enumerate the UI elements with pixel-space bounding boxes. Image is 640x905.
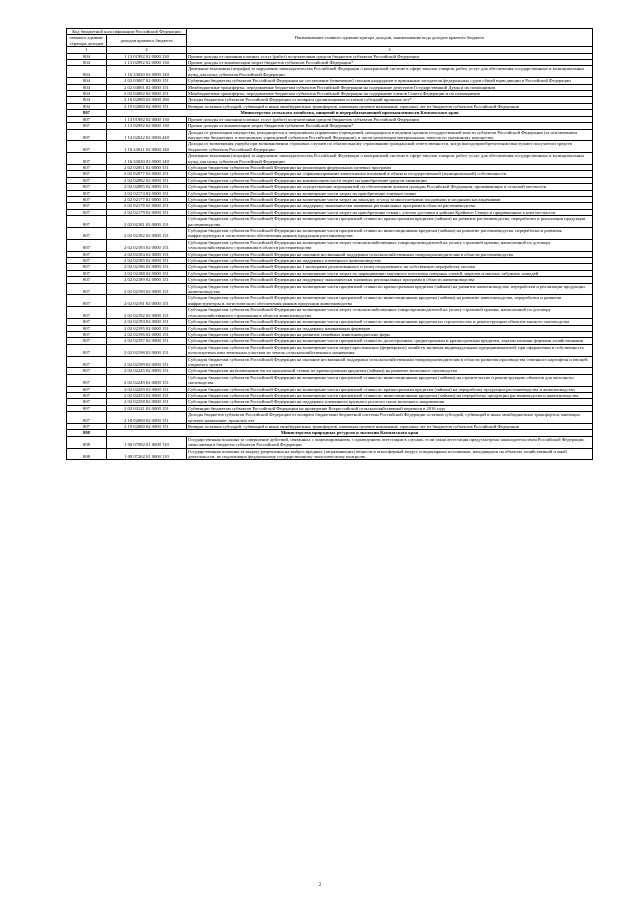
income-name-cell: Субсидии бюджетам субъектов Российской Федерации на поддержку экономически значимых региональных программ в области животноводства (187, 277, 593, 283)
document-page (66, 28, 592, 460)
admin-code-cell: 807 (67, 190, 107, 196)
admin-code-cell: 807 (67, 331, 107, 337)
income-code-cell: 2 02 03007 02 0000 151 (107, 78, 187, 84)
income-code-cell: 2 02 04002 02 0000 151 (107, 91, 187, 97)
table-row (67, 66, 593, 78)
income-code-cell: 1 13 01992 02 0000 130 (107, 53, 187, 59)
income-name-cell: Возврат остатков субсидий, субвенций и иных межбюджетных трансфертов, имеющих целевое назначение, прошлых лет из бюджетов субъектов Российской Федерации (187, 424, 593, 430)
admin-code-cell: 807 (67, 123, 107, 129)
income-code-cell: 1 13 02992 02 0000 130 (107, 60, 187, 66)
income-name-cell: Субсидии бюджетам субъектов Российской Федерации на возмещение части процентной ставки по инвестиционным кредитам (займам) на строительство и реконструкцию объектов для молочного скотоводства (187, 374, 593, 386)
income-name-cell: Субсидии бюджетам субъектов Российской Федерации на возмещение части процентной ставки по краткосрочным кредитам (займам) на развитие растениеводства, переработки и реализации продукции растениеводства (187, 216, 593, 228)
admin-code-cell: 807 (67, 153, 107, 165)
admin-code-cell: 807 (67, 319, 107, 325)
admin-code-cell: 807 (67, 171, 107, 177)
income-code-cell: 1 08 07262 01 0000 110 (107, 448, 187, 460)
admin-code-cell: 804 (67, 60, 107, 66)
income-name-cell: Субсидии бюджетам субъектов Российской Федерации на возмещение части затрат по наращиванию маточного поголовья северных оленей, маралов и мясных табунных лошадей (187, 270, 593, 276)
income-code-cell: 2 02 02193 02 0000 151 (107, 319, 187, 325)
income-code-cell: 2 02 03121 02 0000 151 (107, 405, 187, 411)
income-name-cell: Межбюджетные трансферты, передаваемые бюджетам субъектов Российской Федерации на содержание депутатов Государственной Думы и их помощников (187, 84, 593, 90)
table-row (67, 239, 593, 251)
income-name-cell: Субсидии бюджетам субъектов Российской Федерации на реализацию федеральных целевых программ (187, 164, 593, 170)
header-num-3: 3 (187, 47, 593, 53)
section-title: Министерство сельского хозяйства, пищевой и перерабатывающей промышленности Камчатского края (107, 110, 593, 116)
page-number: 2 (318, 883, 322, 888)
income-code-cell: 1 14 02022 02 0000 440 (107, 129, 187, 141)
income-name-cell: Доходы бюджетов субъектов Российской Федерации от возврата бюджетами бюджетной системы Российской Федерации остатков субсидий, субвенций и иных межбюджетных трансфертов, имеющих целевое назначение, прошлых лет (187, 412, 593, 424)
income-code-cell: 2 02 02190 02 0000 151 (107, 283, 187, 295)
admin-code-cell: 808 (67, 448, 107, 460)
income-code-cell: 2 02 02192 02 0000 151 (107, 307, 187, 319)
income-code-cell: 2 02 02179 02 0000 151 (107, 209, 187, 215)
table-row (67, 209, 593, 215)
income-code-cell: 1 13 01992 02 0000 130 (107, 116, 187, 122)
admin-code-cell: 807 (67, 116, 107, 122)
admin-code-cell: 807 (67, 368, 107, 374)
income-code-cell: 1 16 23021 02 0000 140 (107, 141, 187, 153)
income-code-cell: 2 02 02085 02 0000 151 (107, 184, 187, 190)
income-name-cell: Субсидии бюджетам субъектов Российской Федерации на оказание несвязанной поддержки сельскохозяйственным товаропроизводителям в области развития производства семенного картофеля и овощей открытого грунта (187, 356, 593, 368)
admin-code-cell: 807 (67, 338, 107, 344)
table-body (67, 53, 593, 460)
income-name-cell: Субсидии бюджетам субъектов Российской Федерации на возмещение части затрат крестьянских (фермерских) хозяйств, включая индивидуальных предпринимателей, при оформлении в собственность используемых ими земельных участков из земель сельскохозяйственного назначения (187, 344, 593, 356)
table-row (67, 424, 593, 430)
income-name-cell: Субсидии бюджетам субъектов Российской Федерации на возмещение части процентной ставки по инвестиционным кредитам (займам) на развитие животноводства, переработки и развития инфраструктуры и логистического обеспечения рынков продукции животноводства (187, 295, 593, 307)
income-code-cell: 2 02 02188 02 0000 151 (107, 270, 187, 276)
income-code-cell: 1 13 02992 02 0000 130 (107, 123, 187, 129)
admin-code-cell: 807 (67, 386, 107, 392)
admin-code-cell: 807 (67, 239, 107, 251)
income-name-cell: Прочие доходы от оказания платных услуг (работ) получателями средств бюджетов субъектов Российской Федерации (187, 53, 593, 59)
header-admin: главного админи-стратора доходов (67, 35, 107, 47)
admin-code-cell: 807 (67, 325, 107, 331)
table-row (67, 319, 593, 325)
admin-code-cell: 807 (67, 399, 107, 405)
admin-code-cell: 807 (67, 295, 107, 307)
income-name-cell: Субсидии бюджетам субъектов Российской Федерации на осуществление мероприятий по обеспечению жильем граждан Российской Федерации, проживающих в сельской местности (187, 184, 593, 190)
income-code-cell: 2 02 02245 02 0000 151 (107, 368, 187, 374)
admin-code-cell: 807 (67, 141, 107, 153)
income-name-cell: Субсидии бюджетам на возмещение части процентной ставки по краткосрочным кредитам (займам) на развитие молочного скотоводства (187, 368, 593, 374)
admin-code-cell: 808 (67, 436, 107, 448)
income-code-cell: 2 02 02189 02 0000 151 (107, 277, 187, 283)
income-name-cell: Субсидии бюджетам субъектов Российской Федерации на возмещение части процентной ставки по краткосрочным кредитам (займам) на переработку продукции растениеводства и животноводства (187, 386, 593, 392)
income-name-cell: Субсидии бюджетам субъектов Российской Федерации на оказание несвязанной поддержки сельскохозяйственным товаропроизводителям в области растениеводства (187, 251, 593, 257)
income-name-cell: Возврат остатков субсидий, субвенций и иных межбюджетных трансфертов, имеющих целевое назначение, прошлых лет из бюджетов субъектов Российской Федерации (187, 103, 593, 109)
income-name-cell: Субсидии бюджетам субъектов Российской Федерации на софинансирование капитальных вложений в объекты государственной (муниципальной) собственности (187, 171, 593, 177)
admin-code-cell: 804 (67, 97, 107, 103)
admin-code-cell: 807 (67, 405, 107, 411)
table-row (67, 295, 593, 307)
income-name-cell: Прочие доходы от компенсации затрат бюджетов субъектов Российской Федерации* (187, 123, 593, 129)
income-code-cell: 2 02 02178 02 0000 151 (107, 203, 187, 209)
income-code-cell: 2 02 02253 02 0000 151 (107, 392, 187, 398)
table-row (67, 153, 593, 165)
income-code-cell: 1 16 33020 02 0000 140 (107, 66, 187, 78)
table-row (67, 184, 593, 190)
header-num-1: 1 (67, 47, 107, 53)
income-name-cell: Прочие доходы от компенсации затрат бюджетов субъектов Российской Федерации* (187, 60, 593, 66)
income-name-cell: Доходы от возмещения ущерба при возникновении страховых случаев по обязательному страхованию гражданской ответственности, когда выгодоприобретателями выступают получатели средств бюджетов субъектов Российской Федерации (187, 141, 593, 153)
income-code-cell: 2 02 02182 02 0000 151 (107, 228, 187, 240)
income-name-cell: Субсидии бюджетам субъектов Российской Федерации на поддержку племенного крупного рогатого скота молочного направления (187, 399, 593, 405)
income-name-cell: Государственная пошлина за выдачу разрешения на выброс вредных (загрязняющих) веществ в атмосферный воздух стационарных источников, находящихся на объектах хозяйственной и иной деятельности, не подлежащих федеральному государственному экологическому контролю (187, 448, 593, 460)
admin-code-cell: 807 (67, 196, 107, 202)
income-code-cell: 1 08 07082 01 0000 110 (107, 436, 187, 448)
admin-code-cell: 807 (67, 283, 107, 295)
income-name-cell: Субсидии бюджетам субъектов Российской Федерации на поддержку экономически значимых региональных программ в области растениеводства (187, 203, 593, 209)
admin-code-cell: 807 (67, 344, 107, 356)
admin-code-cell: 807 (67, 258, 107, 264)
table-row (67, 129, 593, 141)
income-name-cell: Субсидии бюджетам субъектов Российской Федерации на поддержку начинающих фермеров (187, 325, 593, 331)
income-code-cell: 1 16 33020 02 0000 140 (107, 153, 187, 165)
admin-code-cell: 804 (67, 91, 107, 97)
income-code-cell: 2 02 02195 02 0000 151 (107, 325, 187, 331)
income-name-cell: Субсидии бюджетам субъектов Российской Федерации на 1 килограмм реализованного и (или) отгруженного на собственную переработку молока (187, 264, 593, 270)
admin-code-cell: 807 (67, 216, 107, 228)
income-code-cell: 2 18 02000 02 0000 151 (107, 412, 187, 424)
income-name-cell: Субсидии бюджетам субъектов Российской Федерации на компенсацию части затрат на приобретение средств химизации (187, 177, 593, 183)
income-code-cell: 2 02 02197 02 0000 151 (107, 338, 187, 344)
income-code-cell: 2 19 02000 02 0000 151 (107, 103, 187, 109)
admin-code-cell: 807 (67, 209, 107, 215)
income-name-cell: Денежные взыскания (штрафы) за нарушение законодательства Российской Федерации о контрактной системе в сфере закупок товаров, работ, услуг для обеспечения государственных и муниципальных нужд для нужд субъектов Российской Федерации (187, 153, 593, 165)
admin-code-cell: 807 (67, 307, 107, 319)
income-code-cell: 2 02 02174 02 0000 151 (107, 190, 187, 196)
income-code-cell: 2 18 02000 02 0000 180 (107, 97, 187, 103)
income-name-cell: Доходы бюджетов субъектов Российской Федерации от возврата организациями остатков субсидий прошлых лет* (187, 97, 593, 103)
income-name-cell: Субсидии бюджетам субъектов Российской Федерации на возмещение части затрат на закладку и уход за многолетними плодовыми и ягодными насаждениями (187, 196, 593, 202)
income-name-cell: Субсидии бюджетам субъектов Российской Федерации на возмещение части процентной ставки по инвестиционным кредитам на строительство и реконструкцию объектов мясного скотоводства (187, 319, 593, 325)
income-name-cell: Денежные взыскания (штрафы) за нарушение законодательства Российской Федерации о контрактной системе в сфере закупок товаров, работ, услуг для обеспечения государственных и муниципальных нужд для нужд субъектов Российской Федерации (187, 66, 593, 78)
admin-code-cell: 807 (67, 129, 107, 141)
admin-code-cell: 807 (67, 356, 107, 368)
income-code-cell: 2 02 02250 02 0000 151 (107, 386, 187, 392)
admin-code-cell: 807 (67, 203, 107, 209)
income-code-cell: 2 02 02185 02 0000 151 (107, 258, 187, 264)
table-row (67, 338, 593, 344)
income-name-cell: Прочие доходы от оказания платных услуг (работ) получателями средств бюджетов субъектов Российской Федерации (187, 116, 593, 122)
admin-code-cell: 807 (67, 184, 107, 190)
admin-code-cell: 807 (67, 251, 107, 257)
table-row (67, 141, 593, 153)
admin-code-cell: 804 (67, 103, 107, 109)
income-name-cell: Субсидии бюджетам субъектов Российской Федерации на развитие семейных животноводческих ферм (187, 331, 593, 337)
income-code-cell: 2 02 02199 02 0000 151 (107, 356, 187, 368)
table-row (67, 412, 593, 424)
header-income: доходов краевого бюджета (107, 35, 187, 47)
table-row (67, 307, 593, 319)
income-name-cell: Субсидии бюджетам субъектов Российской Федерации на возмещение части процентной ставки по краткосрочным кредитам (займам) на развитие животноводства, переработки и реализации продукции животноводства (187, 283, 593, 295)
income-name-cell: Субсидии бюджетам субъектов Российской Федерации на возмещение части затрат сельскохозяйственных товаропроизводителей на уплату страховой премии, начисленной по договору сельскохозяйственного страхования в области растениеводства (187, 239, 593, 251)
table-row (67, 374, 593, 386)
section-title: Министерство природных ресурсов и экологии Камчатского края (107, 430, 593, 436)
header-name: Наименование главного администратора доходов, наименование кода доходов краевого бюджета (187, 29, 593, 47)
table-row (67, 344, 593, 356)
table-row (67, 78, 593, 84)
header-code-group: Код бюджетной классификации Российской Федерации (67, 29, 187, 35)
income-code-cell: 2 02 02077 02 0000 151 (107, 171, 187, 177)
income-code-cell: 2 02 02177 02 0000 151 (107, 196, 187, 202)
section-admin-code: 808 (67, 430, 107, 436)
admin-code-cell: 807 (67, 270, 107, 276)
income-code-cell: 2 02 02082 02 0000 151 (107, 177, 187, 183)
income-code-cell: 2 02 02191 02 0000 151 (107, 295, 187, 307)
admin-code-cell: 804 (67, 53, 107, 59)
table-row (67, 270, 593, 276)
table-row (67, 448, 593, 460)
income-name-cell: Субсидии бюджетам субъектов Российской Федерации на возмещение части процентной ставки по инвестиционным кредитам (займам) на переработку продукции растениеводства и животноводства (187, 392, 593, 398)
admin-code-cell: 807 (67, 412, 107, 424)
income-code-cell: 2 02 02186 02 0000 151 (107, 264, 187, 270)
table-row (67, 228, 593, 240)
admin-code-cell: 807 (67, 424, 107, 430)
admin-code-cell: 807 (67, 277, 107, 283)
income-code-cell: 2 02 02198 02 0000 151 (107, 344, 187, 356)
admin-code-cell: 804 (67, 78, 107, 84)
admin-code-cell: 804 (67, 84, 107, 90)
income-name-cell: Субсидии бюджетам субъектов Российской Федерации на возмещение части затрат на приобретение семян с учетом доставки в районы Крайнего Севера и приравненные к ним местности (187, 209, 593, 215)
income-name-cell: Доходы от реализации имущества, находящегося в оперативном управлении учреждений, находящихся в ведении органов государственной власти субъектов Российской Федерации (за исключением имущества бюджетных и автономных учреждений субъектов Российской Федерации), в части реализации материальных запасов по указанному имуществу (187, 129, 593, 141)
income-codes-table (66, 28, 593, 460)
income-name-cell: Государственная пошлина за совершение действий, связанных с лицензированием, с проведением аттестации в случаях, если такая аттестация предусмотрена законодательством Российской Федерации, зачисляемая в бюджеты субъектов Российской Федерации (187, 436, 593, 448)
table-row (67, 392, 593, 398)
income-code-cell: 2 02 02184 02 0000 151 (107, 251, 187, 257)
admin-code-cell: 807 (67, 392, 107, 398)
income-code-cell: 2 02 04001 02 0000 151 (107, 84, 187, 90)
table-row (67, 283, 593, 295)
income-code-cell: 2 02 02196 02 0000 151 (107, 331, 187, 337)
income-name-cell: Субсидии бюджетам субъектов Российской Федерации на возмещение части процентной ставки по долгосрочным, среднесрочным и краткосрочным кредитам, взятым малыми формами хозяйствования (187, 338, 593, 344)
admin-code-cell: 807 (67, 374, 107, 386)
admin-code-cell: 807 (67, 177, 107, 183)
income-name-cell: Субвенции бюджетам субъектов Российской Федерации на составление (изменение) списков кандидатов в присяжные заседатели федеральных судов общей юрисдикции в Российской Федерации (187, 78, 593, 84)
table-row (67, 436, 593, 448)
income-code-cell: 2 19 02000 02 0000 151 (107, 424, 187, 430)
income-name-cell: Субвенции бюджетам субъектов Российской Федерации на проведение Всероссийской сельскохозяйственной переписи в 2016 году (187, 405, 593, 411)
section-admin-code: 807 (67, 110, 107, 116)
income-code-cell: 2 02 02258 02 0000 151 (107, 399, 187, 405)
admin-code-cell: 807 (67, 228, 107, 240)
income-name-cell: Субсидии бюджетам субъектов Российской Федерации на поддержку племенного животноводства (187, 258, 593, 264)
table-row (67, 103, 593, 109)
income-name-cell: Субсидии бюджетам субъектов Российской Федерации на возмещение части затрат на приобретение элитных семян (187, 190, 593, 196)
admin-code-cell: 804 (67, 66, 107, 78)
table-row (67, 386, 593, 392)
income-name-cell: Субсидии бюджетам субъектов Российской Федерации на возмещение части затрат сельскохозяйственных товаропроизводителей на уплату страховой премии, начисленной по договору сельскохозяйственного страхования в области животноводства (187, 307, 593, 319)
income-code-cell: 2 02 02181 02 0000 151 (107, 216, 187, 228)
admin-code-cell: 807 (67, 264, 107, 270)
income-code-cell: 2 02 02249 02 0000 151 (107, 374, 187, 386)
header-num-2: 2 (107, 47, 187, 53)
income-name-cell: Межбюджетные трансферты, передаваемые бюджетам субъектов Российской Федерации на содержание членов Совета Федерации и их помощников (187, 91, 593, 97)
income-code-cell: 2 02 02183 02 0000 151 (107, 239, 187, 251)
income-name-cell: Субсидии бюджетам субъектов Российской Федерации на возмещение части процентной ставки по инвестиционным кредитам (займам) на развитие растениеводства, переработки и развития инфраструктуры и логистического обеспечения рынков продукции растениеводства (187, 228, 593, 240)
table-header (67, 29, 593, 54)
income-code-cell: 2 02 02051 02 0000 151 (107, 164, 187, 170)
table-row (67, 216, 593, 228)
admin-code-cell: 807 (67, 164, 107, 170)
table-row (67, 356, 593, 368)
